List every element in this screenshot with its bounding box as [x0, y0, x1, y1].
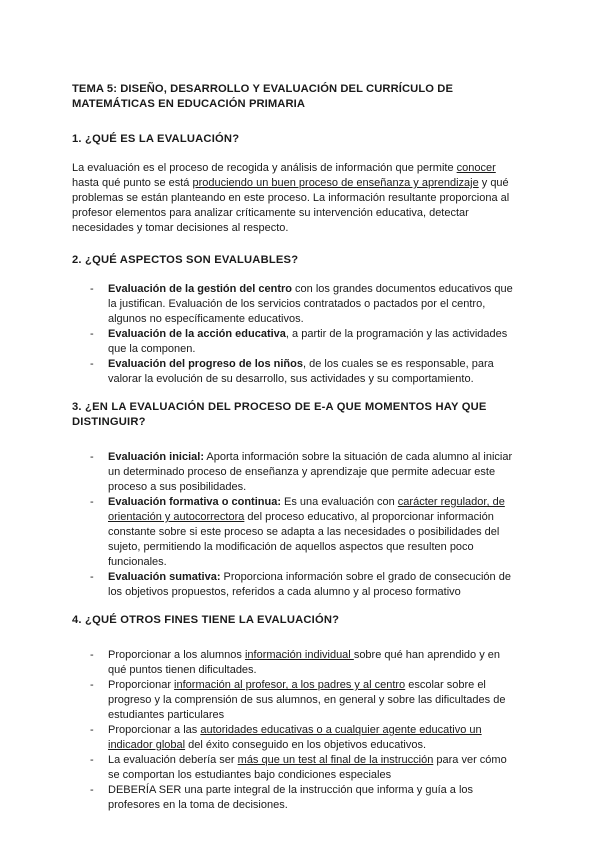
text-run: sobre qué han aprendido y en qué puntos tienen dificultades. — [108, 649, 500, 676]
underlined-text: autoridades educativas o a cualquier agente educativo un indicador global — [108, 724, 482, 751]
section-2 — [72, 253, 520, 387]
underlined-text: carácter regulador, de orientación y autocorrectora — [108, 496, 505, 523]
section-1-heading: 1. ¿QUÉ ES LA EVALUACIÓN? — [72, 133, 240, 145]
bold-text: Evaluación formativa o continua: — [108, 496, 281, 508]
section-4-heading: 4. ¿QUÉ OTROS FINES TIENE LA EVALUACIÓN? — [72, 614, 340, 626]
list-item — [72, 450, 520, 495]
section-2-list — [72, 282, 520, 387]
list-item — [72, 753, 520, 783]
bold-text: Evaluación del progreso de los niños — [108, 358, 303, 370]
list-item — [72, 357, 520, 387]
document-title: TEMA 5: DISEÑO, DESARROLLO Y EVALUACIÓN DEL CURRÍCULO DE MATEMÁTICAS EN EDUCACIÓN PRIMARIA — [72, 83, 454, 110]
text-run: del éxito conseguido en los objetivos educativos. — [185, 739, 426, 751]
text-run: La evaluación debería ser — [108, 754, 238, 766]
underlined-text: más que un test al final de la instrucción — [237, 754, 434, 766]
underlined-text: conocer — [456, 162, 496, 174]
section-3 — [72, 400, 520, 600]
text-run: escolar sobre el progreso y la comprensión de sus alumnos, en general y sobre las dificultades de estudiantes particulares — [108, 679, 506, 721]
text-run: Proporcionar a las — [108, 724, 201, 736]
bold-text: Evaluación de la gestión del centro — [108, 283, 292, 295]
list-item — [72, 678, 520, 723]
text-run: Aporta información sobre la situación de cada alumno al iniciar un determinado proceso de enseñanza y aprendizaje que permite adecuar este proceso a sus posibilidades. — [108, 451, 513, 493]
list-item — [72, 723, 520, 753]
text-run: DEBERÍA SER una parte integral de la instrucción que informa y guía a los profesores en la toma de decisiones. — [108, 784, 474, 811]
text-run: y qué problemas se están planteando en este proceso. La información resultante proporciona al profesor elementos para analizar críticamente su intervención educativa, detectar necesidades y tomar decisiones al respecto. — [72, 177, 510, 234]
section-4 — [72, 613, 520, 813]
bold-text: Evaluación de la acción educativa — [108, 328, 286, 340]
text-run: con los grandes documentos educativos que la justifican. Evaluación de los servicios contratados o pactados por el centro, algunos no específicamente educativos. — [108, 283, 513, 325]
section-1-paragraph — [72, 161, 520, 236]
bold-text: Evaluación inicial: — [108, 451, 204, 463]
text-run: para ver cómo se comportan los estudiantes bajo condiciones especiales — [108, 754, 507, 781]
section-3-list — [72, 450, 520, 600]
text-run: Es una evaluación con — [280, 496, 398, 508]
list-item — [72, 327, 520, 357]
underlined-text: información individual — [244, 649, 354, 661]
section-2-heading: 2. ¿QUÉ ASPECTOS SON EVALUABLES? — [72, 254, 299, 266]
list-item — [72, 783, 520, 813]
text-run: Proporciona información sobre el grado de consecución de los objetivos propuestos, referidos a cada alumno y al proceso formativo — [108, 571, 511, 598]
section-3-heading: 3. ¿EN LA EVALUACIÓN DEL PROCESO DE E-A QUE MOMENTOS HAY QUE DISTINGUIR? — [72, 401, 487, 428]
section-1 — [72, 132, 520, 236]
underlined-text: información al profesor, a los padres y al centro — [174, 679, 406, 691]
list-item — [72, 495, 520, 570]
list-item — [72, 648, 520, 678]
text-run: La evaluación es el proceso de recogida y análisis de información que permite — [72, 162, 457, 174]
text-run: , de los cuales se es responsable, para valorar la evolución de su desarrollo, sus actividades y su comportamiento. — [108, 358, 494, 385]
text-run: Proporcionar a los alumnos — [108, 649, 245, 661]
document-page — [72, 82, 520, 826]
underlined-text: produciendo un buen proceso de enseñanza y aprendizaje — [192, 177, 479, 189]
text-run: Proporcionar — [108, 679, 175, 691]
section-4-list — [72, 648, 520, 813]
list-item — [72, 282, 520, 327]
list-item — [72, 570, 520, 600]
text-run: , a partir de la programación y las actividades que la componen. — [108, 328, 508, 355]
text-run: hasta qué punto se está — [72, 177, 193, 189]
text-run: del proceso educativo, al proporcionar información constante sobre si este proceso se adapta a las necesidades o posibilidades del sujeto, permitiendo la modificación de aquellos aspectos que resulten poco funcionales. — [108, 511, 500, 568]
bold-text: Evaluación sumativa: — [108, 571, 221, 583]
